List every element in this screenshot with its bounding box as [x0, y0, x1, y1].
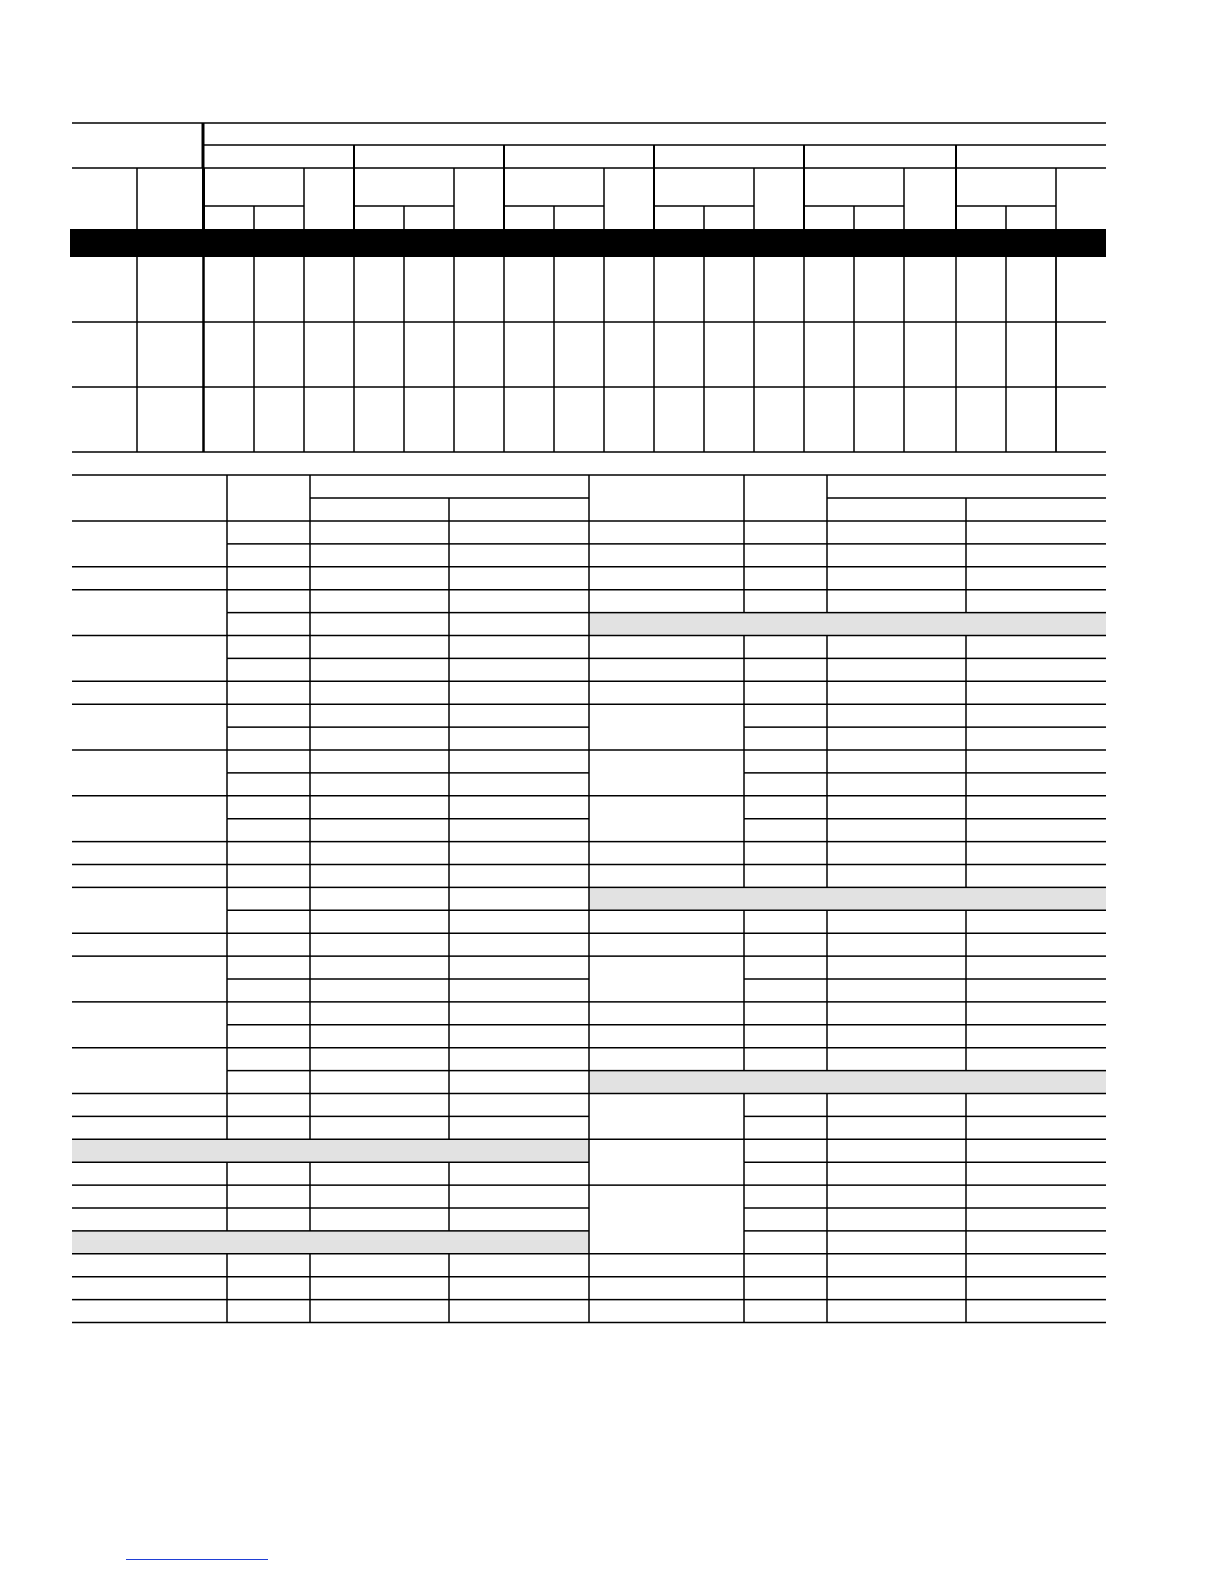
upper-table: [70, 123, 1106, 452]
upper-header-band: [70, 229, 1106, 257]
lower-table: [72, 475, 1106, 1323]
footer-link[interactable]: [126, 1559, 268, 1560]
lower-shaded-row-right: [589, 1071, 1106, 1094]
lower-shaded-row-left: [72, 1139, 589, 1162]
lower-shaded-row-left: [72, 1231, 589, 1254]
lower-shaded-row-right: [589, 887, 1106, 910]
lower-shaded-row-right: [589, 613, 1106, 636]
